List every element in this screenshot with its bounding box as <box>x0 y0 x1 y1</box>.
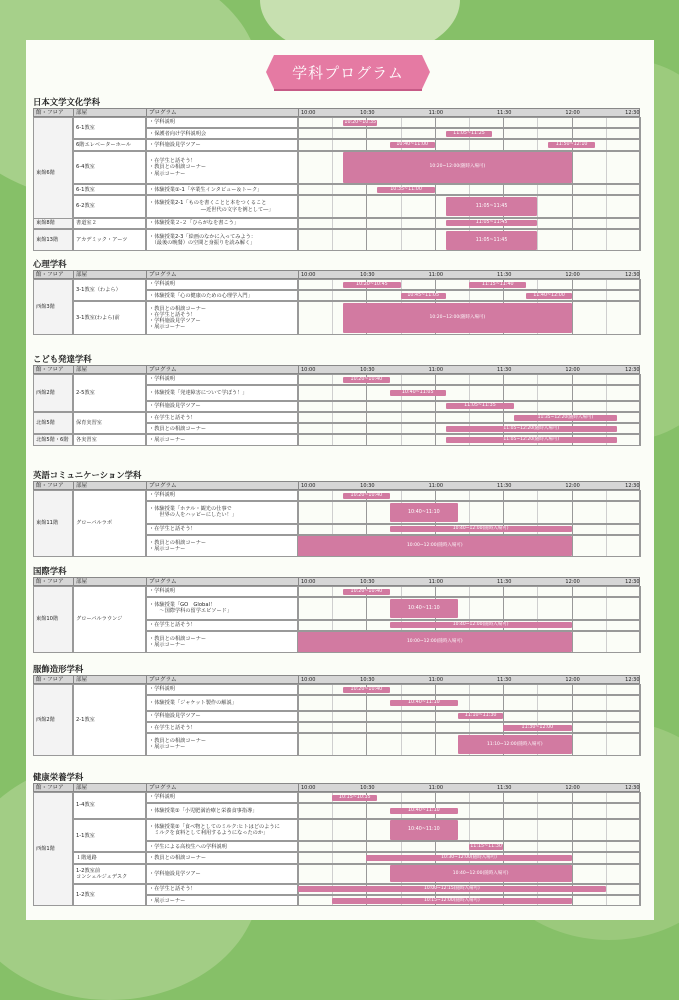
timeline-cell <box>298 501 640 523</box>
room-cell: 2-5教室 <box>73 374 146 412</box>
room-cell: 6-1教室 <box>73 117 146 139</box>
program-cell: ・教員との相談コーナー ・在学生と話そう！ ・学科施設見学ツアー ・展示コーナー <box>146 301 298 335</box>
room-cell: アカデミック・アーツ <box>73 229 146 251</box>
page-title: 学科プログラム <box>292 64 404 82</box>
room-cell: グローバルラボ <box>73 490 146 557</box>
program-cell: ・体験授業２-２「ひらがなを書こう」 <box>146 218 298 229</box>
time-label: 11:00 <box>428 785 444 791</box>
building-floor-cell: 西館2階 <box>33 684 73 756</box>
time-label: 11:00 <box>428 110 444 116</box>
program-cell: ・教員との相談コーナー <box>146 852 298 863</box>
time-slot-bar: 10:20~10:35 <box>344 119 377 125</box>
program-cell: ・学科説明 <box>146 586 298 597</box>
time-slot-bar: 11:05~11:45 <box>446 197 538 216</box>
time-slot-bar: 10:20~10:40 <box>343 377 390 383</box>
time-slot-bar: 11:15~11:30 <box>470 843 502 849</box>
header-building-floor: 館・フロア <box>34 482 74 491</box>
time-slot-bar: 10:40~11:10 <box>390 700 458 706</box>
header-room: 部屋 <box>74 578 147 587</box>
room-cell: 3-1教室(わよら)前 <box>73 301 146 335</box>
time-label: 10:00 <box>301 677 316 683</box>
header-building-floor: 館・フロア <box>34 366 74 375</box>
room-cell: 1-2教室前 コンシェルジュデスク <box>73 864 146 884</box>
time-label: 10:00 <box>301 110 316 116</box>
room-cell: 書道室２ <box>73 218 146 229</box>
section-title: 心理学科 <box>33 259 67 269</box>
program-cell: ・体験授業2-1「ものを書くことと本をつくること ―近世代の文字を例として―」 <box>146 195 298 217</box>
table-header <box>33 783 640 792</box>
program-cell: ・学科施設見学ツアー <box>146 864 298 884</box>
time-slot-bar: 10:00~12:15(随時入場可) <box>298 886 606 892</box>
timeline-cell <box>298 385 640 401</box>
header-program: プログラム <box>147 271 299 280</box>
program-cell: ・学科説明 <box>146 374 298 385</box>
timeline-gridline <box>640 374 641 446</box>
time-label: 12:30 <box>625 579 640 585</box>
timeline-cell <box>298 290 640 301</box>
program-cell: ・体験授業①「小児肥満治療と栄養食事指導」 <box>146 803 298 819</box>
timeline-cell <box>298 803 640 819</box>
time-slot-bar: 10:40~11:10 <box>390 503 458 522</box>
time-slot-bar: 10:40~12:00(随時入場可) <box>390 526 572 532</box>
program-cell: ・体験授業②「食べ物としてのミルク:ヒトはどのように ミルクを食料として利用するようになったのか」 <box>146 819 298 841</box>
header-building-floor: 館・フロア <box>34 784 74 793</box>
time-label: 11:00 <box>428 483 444 489</box>
time-label: 10:00 <box>301 483 316 489</box>
schedule-table <box>33 675 640 756</box>
time-label: 11:00 <box>428 367 444 373</box>
time-slot-bar: 10:30~12:00(随時入場可) <box>366 855 571 861</box>
time-slot-bar: 10:35~11:00 <box>377 187 434 193</box>
time-slot-bar: 11:10~11:30 <box>458 713 503 719</box>
time-slot-bar: 10:45~11:05 <box>401 293 446 299</box>
time-slot-bar: 10:40~11:05 <box>390 390 446 396</box>
section-title: 日本文学文化学科 <box>33 97 100 107</box>
building-floor-cell: 東館13階 <box>33 229 73 251</box>
time-slot-bar: 10:40~12:00(随時入場可) <box>390 622 572 628</box>
building-floor-cell: 西館1階 <box>33 792 73 906</box>
header-room: 部屋 <box>74 271 147 280</box>
time-slot-bar: 11:35~12:20(随時入場可) <box>514 415 617 421</box>
schedule-table <box>33 481 640 557</box>
table-header <box>33 577 640 586</box>
room-cell: 1-2教室 <box>73 884 146 906</box>
timeline-cell <box>298 819 640 841</box>
time-label: 11:30 <box>496 579 512 585</box>
program-cell: ・学科説明 <box>146 117 298 128</box>
time-label: 12:30 <box>625 483 640 489</box>
time-slot-bar: 10:20~10:40 <box>343 493 390 499</box>
header-building-floor: 館・フロア <box>34 271 74 280</box>
program-cell: ・教員との相談コーナー ・展示コーナー <box>146 631 298 653</box>
building-floor-cell: 東館11階 <box>33 490 73 557</box>
header-room: 部屋 <box>74 366 147 375</box>
program-cell: ・体験授業①-1「卒業生インタビュー＆トーク」 <box>146 184 298 195</box>
program-cell: ・学生による高校生への学科説明 <box>146 841 298 852</box>
time-slot-bar: 10:20~12:00(随時入場可) <box>343 152 571 183</box>
page-title-ribbon <box>274 55 422 89</box>
time-slot-bar: 10:40~11:10 <box>390 808 458 814</box>
time-slot-bar: 10:20~10:40 <box>343 589 390 595</box>
section-title: 服飾造形学科 <box>33 664 84 674</box>
room-cell: 6-4教室 <box>73 151 146 185</box>
time-label: 11:30 <box>496 785 512 791</box>
timeline-gridline <box>640 279 641 335</box>
program-cell: ・在学生と話そう！ <box>146 524 298 535</box>
time-label: 12:00 <box>565 272 580 278</box>
table-header <box>33 675 640 684</box>
table-header <box>33 270 640 279</box>
time-label: 10:30 <box>360 272 375 278</box>
time-slot-bar: 10:40~11:10 <box>390 599 458 618</box>
time-label: 10:30 <box>360 579 375 585</box>
header-room: 部屋 <box>74 482 147 491</box>
time-label: 10:30 <box>360 110 375 116</box>
header-program: プログラム <box>147 482 299 491</box>
time-label: 10:30 <box>360 367 375 373</box>
time-slot-bar: 11:50~12:10 <box>548 142 595 148</box>
building-floor-cell: 東館6階 <box>33 117 73 229</box>
schedule-table <box>33 365 640 446</box>
time-label: 12:00 <box>565 677 580 683</box>
room-cell: 6-2教室 <box>73 195 146 217</box>
time-label: 11:30 <box>496 272 512 278</box>
time-slot-bar: 10:20~10:40 <box>343 687 390 693</box>
time-label: 12:00 <box>565 785 580 791</box>
header-room: 部屋 <box>74 784 147 793</box>
header-program: プログラム <box>147 784 299 793</box>
time-label: 11:30 <box>496 677 512 683</box>
program-cell: ・在学生と話そう！ <box>146 722 298 733</box>
time-label: 12:30 <box>625 272 640 278</box>
schedule-table <box>33 108 640 251</box>
program-cell: ・体験授業「ジャケット製作の解説」 <box>146 695 298 711</box>
time-label: 12:30 <box>625 677 640 683</box>
time-label: 10:30 <box>360 483 375 489</box>
program-cell: ・体験授業「心の健康のための心理学入門」 <box>146 290 298 301</box>
header-room: 部屋 <box>74 676 147 685</box>
time-label: 11:00 <box>428 677 444 683</box>
time-slot-bar: 11:05~12:20(随時入場可) <box>446 426 617 432</box>
building-floor-cell: 北館5階・6階 <box>33 434 73 445</box>
room-cell: 1-4教室 <box>73 792 146 819</box>
time-label: 10:00 <box>301 785 316 791</box>
time-label: 10:00 <box>301 579 316 585</box>
timeline-gridline <box>640 586 641 653</box>
building-floor-cell: 東館10階 <box>33 586 73 653</box>
time-slot-bar: 11:10~12:00(随時入場可) <box>458 735 572 754</box>
building-floor-cell: 北館5階 <box>33 412 73 434</box>
program-cell: ・学科説明 <box>146 279 298 290</box>
program-cell: ・体験授業2-3「絵画のなかに入ってみよう： （最後の晩餐）の空間と身振りを読み解く」 <box>146 229 298 251</box>
timeline-cell <box>298 597 640 619</box>
time-label: 12:00 <box>565 110 580 116</box>
time-slot-bar: 10:20~10:45 <box>343 282 400 288</box>
program-cell: ・学科説明 <box>146 792 298 803</box>
building-floor-cell: 東館8階 <box>33 218 73 229</box>
time-slot-bar: 10:40~11:00 <box>390 142 435 148</box>
timeline-gridline <box>640 117 641 251</box>
timeline-gridline <box>640 684 641 756</box>
program-cell: ・在学生と話そう！ <box>146 884 298 895</box>
header-program: プログラム <box>147 109 299 118</box>
time-label: 12:30 <box>625 367 640 373</box>
program-cell: ・学科説明 <box>146 490 298 501</box>
room-cell: 保育実習室 <box>73 412 146 434</box>
time-slot-bar: 11:40~12:00 <box>526 293 571 299</box>
time-slot-bar: 10:20~12:00(随時入場可) <box>343 303 571 334</box>
program-cell: ・在学生と話そう！ ・教員との相談コーナー ・展示コーナー <box>146 151 298 185</box>
table-header <box>33 365 640 374</box>
header-program: プログラム <box>147 366 299 375</box>
time-label: 10:00 <box>301 272 316 278</box>
program-cell: ・教員との相談コーナー ・展示コーナー <box>146 535 298 557</box>
header-building-floor: 館・フロア <box>34 109 74 118</box>
schedule-table <box>33 577 640 653</box>
room-cell: 各実習室 <box>73 434 146 445</box>
program-cell: ・展示コーナー <box>146 895 298 906</box>
room-cell: 6-1教室 <box>73 184 146 195</box>
time-label: 11:30 <box>496 110 512 116</box>
room-cell: グローバルラウンジ <box>73 586 146 653</box>
time-label: 10:00 <box>301 367 316 373</box>
header-building-floor: 館・フロア <box>34 578 74 587</box>
program-cell: ・学科施設見学ツアー <box>146 139 298 150</box>
time-label: 11:30 <box>496 367 512 373</box>
time-label: 11:00 <box>428 579 444 585</box>
table-header <box>33 108 640 117</box>
time-slot-bar: 11:05~11:45 <box>446 220 538 226</box>
table-header <box>33 481 640 490</box>
time-label: 12:00 <box>565 367 580 373</box>
time-slot-bar: 11:05~11:45 <box>446 231 538 250</box>
building-floor-cell: 西館2階 <box>33 374 73 412</box>
building-floor-cell: 西館3階 <box>33 279 73 335</box>
program-cell: ・展示コーナー <box>146 434 298 445</box>
room-cell: 3-1教室（わよら） <box>73 279 146 301</box>
time-slot-bar: 11:05~12:20(随時入場可) <box>446 437 617 443</box>
time-label: 12:00 <box>565 483 580 489</box>
time-slot-bar: 10:40~11:10 <box>390 820 458 839</box>
program-cell: ・学科施設見学ツアー <box>146 401 298 412</box>
program-cell: ・体験授業「発達障害について学ぼう！」 <box>146 385 298 401</box>
time-label: 12:00 <box>565 579 580 585</box>
room-cell: １階通路 <box>73 852 146 863</box>
section-title: 英語コミュニケーション学科 <box>33 470 142 480</box>
time-slot-bar: 10:15~10:35 <box>332 795 377 801</box>
section-title: 健康栄養学科 <box>33 772 84 782</box>
section-title: 国際学科 <box>33 566 67 576</box>
program-cell: ・学科施設見学ツアー <box>146 711 298 722</box>
time-slot-bar: 10:00~12:00(随時入場可) <box>298 536 572 555</box>
time-slot-bar: 11:30~12:00 <box>503 725 571 731</box>
schedule-table <box>33 270 640 335</box>
time-label: 12:30 <box>625 110 640 116</box>
program-cell: ・教員との相談コーナー ・展示コーナー <box>146 733 298 755</box>
header-program: プログラム <box>147 578 299 587</box>
time-slot-bar: 10:40~12:00(随時入場可) <box>390 865 572 882</box>
time-slot-bar: 10:00~12:00(随時入場可) <box>298 632 572 651</box>
time-slot-bar: 11:15~11:40 <box>469 282 526 288</box>
timeline-cell <box>298 184 640 195</box>
time-label: 11:30 <box>496 483 512 489</box>
program-cell: ・学科説明 <box>146 684 298 695</box>
program-cell: ・在学生と話そう！ <box>146 620 298 631</box>
program-cell: ・在学生と話そう！ <box>146 412 298 423</box>
time-slot-bar: 11:05~11:25 <box>446 131 493 137</box>
time-label: 12:30 <box>625 785 640 791</box>
time-slot-bar: 11:05~11:35 <box>446 403 514 409</box>
time-label: 10:30 <box>360 677 375 683</box>
room-cell: 6階エレベーターホール <box>73 139 146 150</box>
room-cell: 2-1教室 <box>73 684 146 756</box>
header-building-floor: 館・フロア <box>34 676 74 685</box>
room-cell: 1-1教室 <box>73 819 146 853</box>
timeline-cell <box>298 695 640 711</box>
time-label: 10:30 <box>360 785 375 791</box>
time-label: 11:00 <box>428 272 444 278</box>
program-cell: ・体験授業「GO Global！ ～国際学科の留学エピソード」 <box>146 597 298 619</box>
program-cell: ・教員との相談コーナー <box>146 423 298 434</box>
program-cell: ・体験授業「ホテル・観光の仕事で 世界の人をハッピーにしたい！」 <box>146 501 298 523</box>
section-title: こども発達学科 <box>33 354 92 364</box>
header-program: プログラム <box>147 676 299 685</box>
timeline-gridline <box>640 792 641 906</box>
time-slot-bar: 10:15~12:00(随時入場可) <box>332 898 571 904</box>
timeline-cell <box>298 722 640 733</box>
header-room: 部屋 <box>74 109 147 118</box>
timeline-gridline <box>640 490 641 557</box>
schedule-table <box>33 783 640 906</box>
program-cell: ・保護者向け学科説明会 <box>146 128 298 139</box>
